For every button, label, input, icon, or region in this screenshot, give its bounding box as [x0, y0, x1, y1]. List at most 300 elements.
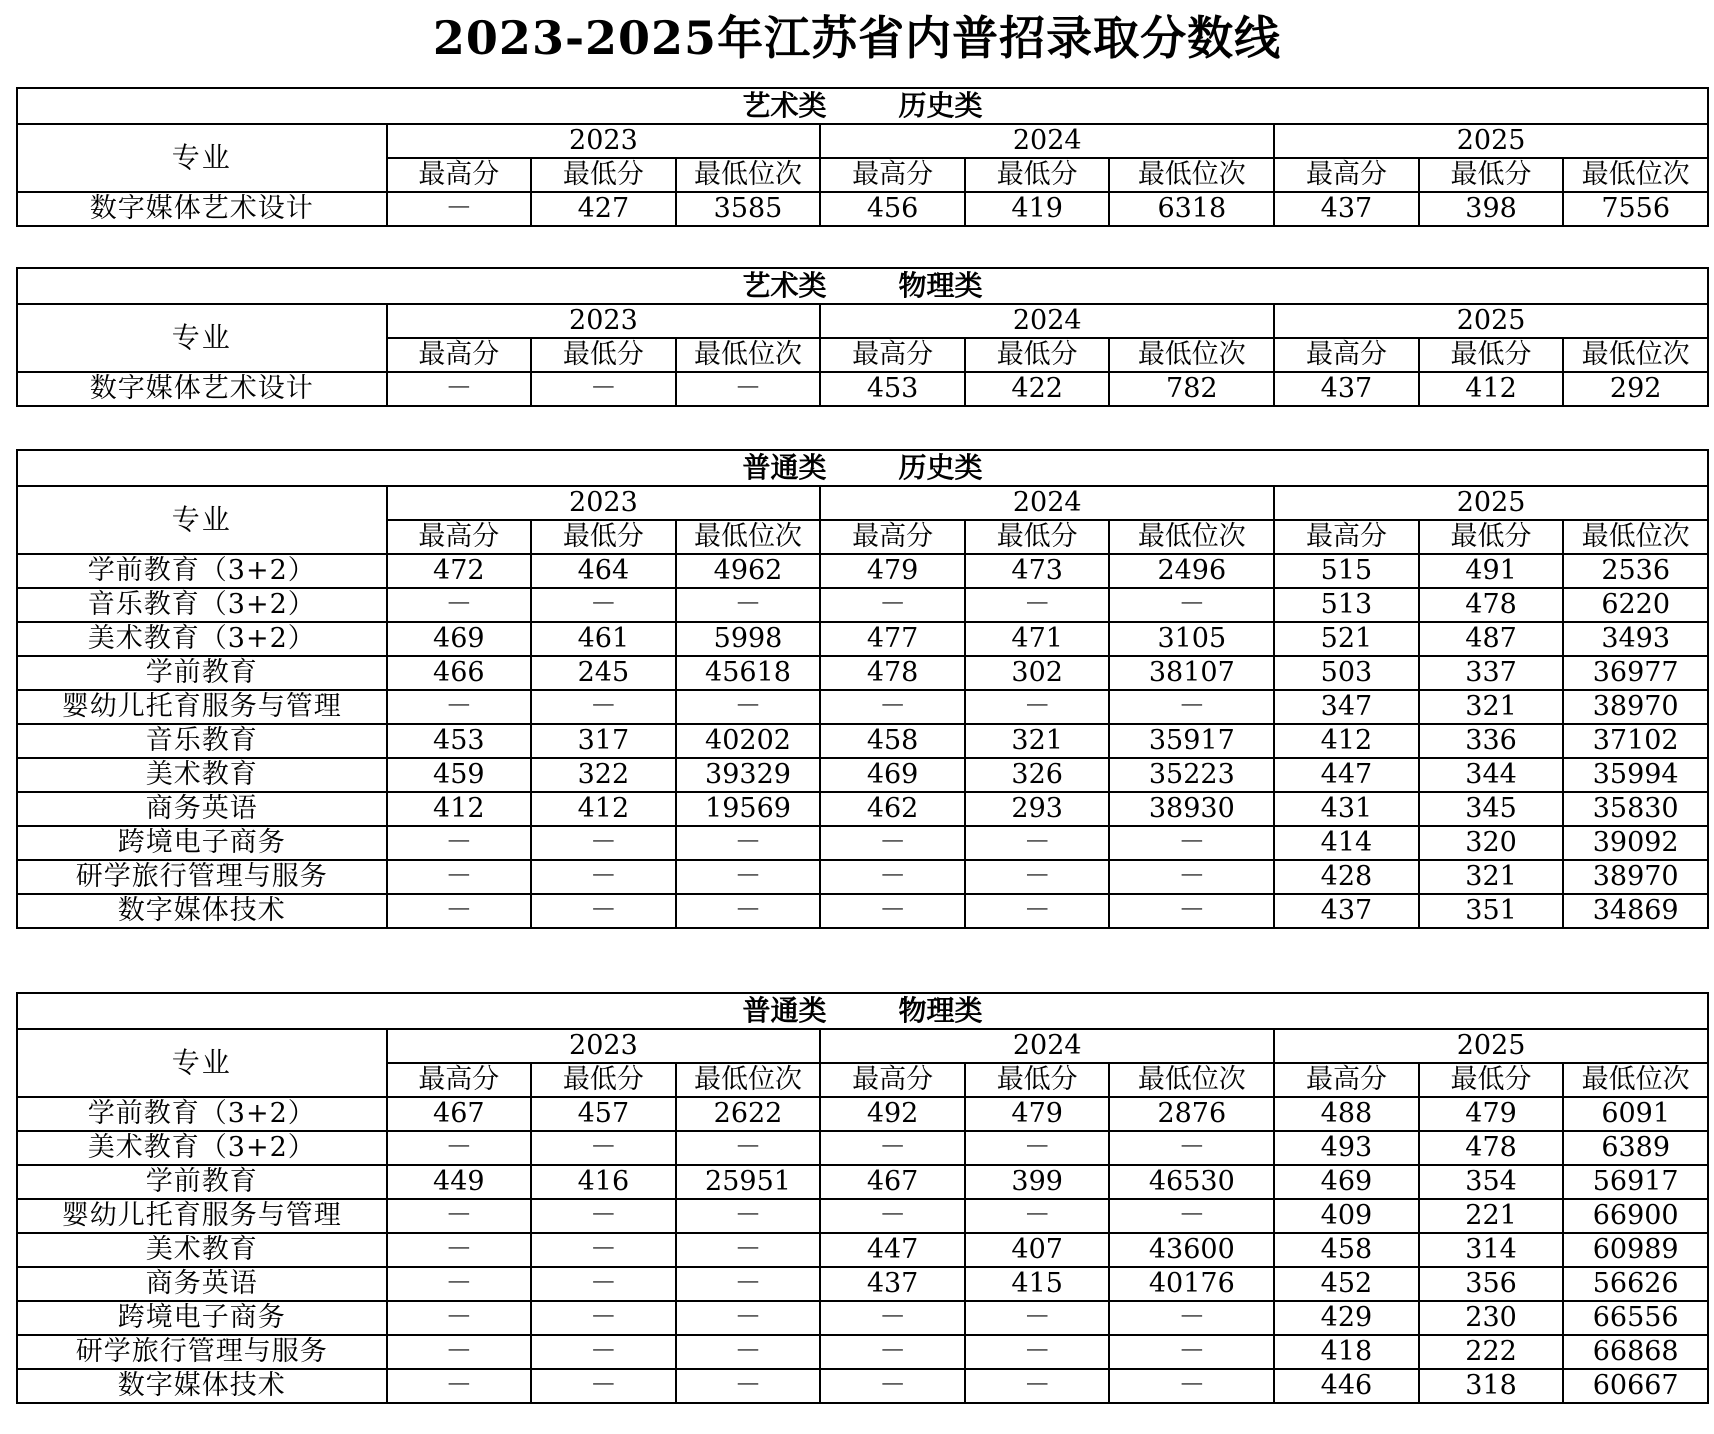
column-header: 最低分 [1419, 338, 1564, 372]
score-cell: － [965, 826, 1110, 860]
table-row [17, 826, 1708, 860]
score-cell: 314 [1419, 1233, 1564, 1267]
score-cell: 292 [1563, 372, 1708, 406]
score-cell: 56626 [1563, 1267, 1708, 1301]
score-cell: 453 [387, 724, 532, 758]
score-cell: 459 [387, 758, 532, 792]
score-cell: 521 [1274, 622, 1419, 656]
score-cell: 461 [531, 622, 676, 656]
score-cell: 302 [965, 656, 1110, 690]
score-cell: 337 [1419, 656, 1564, 690]
score-cell: 446 [1274, 1369, 1419, 1403]
score-cell: 464 [531, 554, 676, 588]
column-header: 最低位次 [1109, 158, 1274, 192]
score-cell: 56917 [1563, 1165, 1708, 1199]
score-cell: 322 [531, 758, 676, 792]
score-cell: 66900 [1563, 1199, 1708, 1233]
score-cell: 437 [1274, 192, 1419, 226]
score-table [16, 449, 1709, 929]
score-cell: 40202 [676, 724, 821, 758]
score-cell: － [820, 1301, 965, 1335]
score-cell: 458 [1274, 1233, 1419, 1267]
year-header: 2024 [820, 486, 1274, 520]
score-cell: 34869 [1563, 894, 1708, 928]
score-cell: 412 [531, 792, 676, 826]
major-name: 研学旅行管理与服务 [17, 860, 387, 894]
table-row [17, 758, 1708, 792]
score-cell: 492 [820, 1097, 965, 1131]
table-row [17, 372, 1708, 406]
table-row [17, 690, 1708, 724]
major-name: 跨境电子商务 [17, 826, 387, 860]
score-cell: － [965, 860, 1110, 894]
score-cell: 457 [531, 1097, 676, 1131]
score-cell: 351 [1419, 894, 1564, 928]
score-cell: － [387, 860, 532, 894]
column-header: 最低分 [965, 520, 1110, 554]
score-cell: 458 [820, 724, 965, 758]
column-header: 最低位次 [1109, 520, 1274, 554]
score-cell: 3585 [676, 192, 821, 226]
table-row [17, 894, 1708, 928]
score-cell: 326 [965, 758, 1110, 792]
score-cell: 345 [1419, 792, 1564, 826]
score-cell: 66556 [1563, 1301, 1708, 1335]
score-cell: 416 [531, 1165, 676, 1199]
table-row [17, 860, 1708, 894]
score-cell: 472 [387, 554, 532, 588]
column-header: 最低分 [531, 520, 676, 554]
score-cell: 2496 [1109, 554, 1274, 588]
column-header: 最低位次 [1109, 1063, 1274, 1097]
score-cell: 344 [1419, 758, 1564, 792]
score-cell: 487 [1419, 622, 1564, 656]
score-cell: － [1109, 826, 1274, 860]
score-cell: 321 [965, 724, 1110, 758]
score-cell: 477 [820, 622, 965, 656]
major-name: 学前教育（3+2） [17, 554, 387, 588]
score-cell: 491 [1419, 554, 1564, 588]
major-column-header: 专业 [17, 124, 387, 192]
score-cell: 437 [1274, 894, 1419, 928]
score-cell: 782 [1109, 372, 1274, 406]
column-header: 最低位次 [1563, 1063, 1708, 1097]
table-caption [17, 450, 1708, 486]
column-header: 最低分 [531, 338, 676, 372]
column-header: 最高分 [1274, 520, 1419, 554]
score-cell: 6220 [1563, 588, 1708, 622]
score-cell: － [820, 826, 965, 860]
score-cell: － [387, 1335, 532, 1369]
score-cell: － [965, 690, 1110, 724]
column-header: 最高分 [1274, 338, 1419, 372]
year-header: 2023 [387, 486, 821, 520]
table-row [17, 588, 1708, 622]
score-cell: － [820, 1131, 965, 1165]
table-caption [17, 88, 1708, 124]
column-header: 最低位次 [1109, 338, 1274, 372]
column-header: 最高分 [820, 338, 965, 372]
year-header: 2025 [1274, 486, 1708, 520]
score-cell: 318 [1419, 1369, 1564, 1403]
score-cell: － [387, 1369, 532, 1403]
score-cell: 40176 [1109, 1267, 1274, 1301]
page-title: 2023-2025年江苏省内普招录取分数线 [432, 11, 1282, 65]
score-cell: 466 [387, 656, 532, 690]
table-row [17, 1335, 1708, 1369]
year-header: 2025 [1274, 1029, 1708, 1063]
major-name: 数字媒体艺术设计 [17, 372, 387, 406]
column-header: 最低分 [965, 1063, 1110, 1097]
score-cell: 428 [1274, 860, 1419, 894]
score-cell: － [387, 1199, 532, 1233]
score-cell: － [965, 1335, 1110, 1369]
score-cell: 456 [820, 192, 965, 226]
column-header: 最低位次 [1563, 338, 1708, 372]
subject-label: 历史类 [898, 89, 983, 122]
table-row [17, 1233, 1708, 1267]
score-cell: － [676, 860, 821, 894]
column-header: 最低分 [531, 1063, 676, 1097]
year-header: 2024 [820, 304, 1274, 338]
score-cell: 43600 [1109, 1233, 1274, 1267]
score-cell: － [531, 1267, 676, 1301]
score-cell: － [676, 1199, 821, 1233]
score-cell: 25951 [676, 1165, 821, 1199]
score-cell: 39092 [1563, 826, 1708, 860]
score-cell: － [676, 826, 821, 860]
score-cell: 407 [965, 1233, 1110, 1267]
category-label: 普通类 [742, 994, 827, 1027]
table-caption [17, 993, 1708, 1029]
score-cell: 415 [965, 1267, 1110, 1301]
major-name: 音乐教育（3+2） [17, 588, 387, 622]
column-header: 最高分 [387, 338, 532, 372]
score-cell: － [531, 860, 676, 894]
column-header: 最低分 [1419, 1063, 1564, 1097]
year-header: 2024 [820, 1029, 1274, 1063]
subject-label: 物理类 [898, 269, 983, 302]
score-cell: 38107 [1109, 656, 1274, 690]
score-cell: － [820, 1369, 965, 1403]
score-cell: 409 [1274, 1199, 1419, 1233]
score-cell: 66868 [1563, 1335, 1708, 1369]
score-cell: － [676, 1267, 821, 1301]
score-cell: － [1109, 1335, 1274, 1369]
score-cell: － [387, 1301, 532, 1335]
score-cell: － [820, 1335, 965, 1369]
score-cell: 336 [1419, 724, 1564, 758]
score-cell: － [387, 894, 532, 928]
score-cell: 6318 [1109, 192, 1274, 226]
major-column-header: 专业 [17, 304, 387, 372]
table-row [17, 1165, 1708, 1199]
score-cell: － [676, 1301, 821, 1335]
score-cell: 6091 [1563, 1097, 1708, 1131]
score-cell: － [676, 690, 821, 724]
score-cell: 356 [1419, 1267, 1564, 1301]
table-caption [17, 268, 1708, 304]
major-name: 跨境电子商务 [17, 1301, 387, 1335]
score-cell: － [676, 588, 821, 622]
table-row [17, 554, 1708, 588]
score-cell: － [1109, 860, 1274, 894]
score-cell: 412 [1274, 724, 1419, 758]
table-row [17, 1097, 1708, 1131]
column-header: 最低位次 [1563, 158, 1708, 192]
score-cell: 447 [820, 1233, 965, 1267]
score-cell: 479 [820, 554, 965, 588]
subject-label: 历史类 [898, 451, 983, 484]
major-name: 学前教育 [17, 1165, 387, 1199]
score-cell: 469 [820, 758, 965, 792]
score-cell: 39329 [676, 758, 821, 792]
category-label: 普通类 [742, 451, 827, 484]
score-cell: 321 [1419, 860, 1564, 894]
major-name: 数字媒体技术 [17, 1369, 387, 1403]
major-name: 美术教育 [17, 758, 387, 792]
score-cell: － [965, 1131, 1110, 1165]
score-cell: 452 [1274, 1267, 1419, 1301]
score-cell: － [531, 1233, 676, 1267]
score-cell: 478 [1419, 1131, 1564, 1165]
score-cell: 462 [820, 792, 965, 826]
score-cell: 35917 [1109, 724, 1274, 758]
column-header: 最低位次 [676, 520, 821, 554]
score-cell: － [531, 372, 676, 406]
score-cell: 5998 [676, 622, 821, 656]
column-header: 最高分 [387, 158, 532, 192]
major-column-header: 专业 [17, 486, 387, 554]
score-cell: － [531, 690, 676, 724]
score-cell: 449 [387, 1165, 532, 1199]
score-cell: 60989 [1563, 1233, 1708, 1267]
score-cell: 469 [387, 622, 532, 656]
score-table [16, 267, 1709, 407]
score-cell: 473 [965, 554, 1110, 588]
score-cell: － [1109, 1301, 1274, 1335]
table-row [17, 192, 1708, 226]
column-header: 最低分 [965, 158, 1110, 192]
category-label: 艺术类 [742, 269, 827, 302]
column-header: 最高分 [387, 520, 532, 554]
score-cell: － [531, 588, 676, 622]
table-row [17, 724, 1708, 758]
score-cell: － [387, 1267, 532, 1301]
score-cell: 471 [965, 622, 1110, 656]
score-cell: － [676, 894, 821, 928]
score-cell: 37102 [1563, 724, 1708, 758]
score-cell: 479 [965, 1097, 1110, 1131]
score-table [16, 992, 1709, 1404]
score-cell: － [531, 1131, 676, 1165]
score-cell: － [531, 1369, 676, 1403]
year-header: 2023 [387, 304, 821, 338]
score-cell: － [820, 588, 965, 622]
score-cell: 488 [1274, 1097, 1419, 1131]
score-cell: 447 [1274, 758, 1419, 792]
major-name: 商务英语 [17, 792, 387, 826]
column-header: 最低分 [1419, 158, 1564, 192]
score-cell: 478 [820, 656, 965, 690]
score-cell: － [387, 588, 532, 622]
score-cell: 35830 [1563, 792, 1708, 826]
score-cell: － [676, 1233, 821, 1267]
score-table [16, 87, 1709, 227]
score-cell: 478 [1419, 588, 1564, 622]
score-cell: 469 [1274, 1165, 1419, 1199]
column-header: 最高分 [1274, 1063, 1419, 1097]
score-cell: 6389 [1563, 1131, 1708, 1165]
score-cell: 347 [1274, 690, 1419, 724]
score-cell: 45618 [676, 656, 821, 690]
year-header: 2025 [1274, 304, 1708, 338]
major-name: 学前教育（3+2） [17, 1097, 387, 1131]
major-name: 数字媒体技术 [17, 894, 387, 928]
score-cell: － [387, 690, 532, 724]
score-cell: 320 [1419, 826, 1564, 860]
score-cell: 3105 [1109, 622, 1274, 656]
score-cell: 493 [1274, 1131, 1419, 1165]
table-row [17, 1369, 1708, 1403]
column-header: 最低分 [531, 158, 676, 192]
major-column-header: 专业 [17, 1029, 387, 1097]
score-cell: 38930 [1109, 792, 1274, 826]
column-header: 最低分 [1419, 520, 1564, 554]
score-cell: 467 [387, 1097, 532, 1131]
score-cell: － [676, 1131, 821, 1165]
column-header: 最高分 [820, 520, 965, 554]
score-cell: － [965, 894, 1110, 928]
score-cell: 36977 [1563, 656, 1708, 690]
score-cell: 398 [1419, 192, 1564, 226]
score-cell: － [531, 1301, 676, 1335]
score-cell: 7556 [1563, 192, 1708, 226]
score-cell: － [965, 1301, 1110, 1335]
score-cell: 2622 [676, 1097, 821, 1131]
score-cell: 427 [531, 192, 676, 226]
score-cell: 222 [1419, 1335, 1564, 1369]
score-cell: 3493 [1563, 622, 1708, 656]
score-cell: － [1109, 1369, 1274, 1403]
score-cell: 437 [1274, 372, 1419, 406]
score-cell: 503 [1274, 656, 1419, 690]
score-cell: － [676, 1369, 821, 1403]
score-cell: 60667 [1563, 1369, 1708, 1403]
column-header: 最低位次 [1563, 520, 1708, 554]
score-cell: 19569 [676, 792, 821, 826]
major-name: 美术教育（3+2） [17, 622, 387, 656]
major-name: 美术教育 [17, 1233, 387, 1267]
score-cell: － [820, 1199, 965, 1233]
table-row [17, 656, 1708, 690]
score-cell: 418 [1274, 1335, 1419, 1369]
score-cell: 422 [965, 372, 1110, 406]
score-cell: 479 [1419, 1097, 1564, 1131]
table-row [17, 1131, 1708, 1165]
score-cell: 38970 [1563, 860, 1708, 894]
score-cell: － [387, 192, 532, 226]
score-cell: 230 [1419, 1301, 1564, 1335]
column-header: 最高分 [1274, 158, 1419, 192]
score-cell: － [1109, 588, 1274, 622]
score-cell: － [1109, 1199, 1274, 1233]
score-cell: 4962 [676, 554, 821, 588]
major-name: 婴幼儿托育服务与管理 [17, 690, 387, 724]
year-header: 2023 [387, 1029, 821, 1063]
column-header: 最高分 [820, 1063, 965, 1097]
score-cell: 515 [1274, 554, 1419, 588]
table-row [17, 792, 1708, 826]
score-cell: 245 [531, 656, 676, 690]
year-header: 2025 [1274, 124, 1708, 158]
table-row [17, 1267, 1708, 1301]
score-cell: － [965, 1199, 1110, 1233]
score-cell: － [820, 894, 965, 928]
column-header: 最高分 [820, 158, 965, 192]
score-cell: － [1109, 1131, 1274, 1165]
score-cell: 412 [387, 792, 532, 826]
score-cell: － [820, 860, 965, 894]
table-row [17, 1301, 1708, 1335]
score-cell: － [531, 826, 676, 860]
score-cell: 429 [1274, 1301, 1419, 1335]
year-header: 2024 [820, 124, 1274, 158]
score-cell: 414 [1274, 826, 1419, 860]
score-cell: 321 [1419, 690, 1564, 724]
year-header: 2023 [387, 124, 821, 158]
score-cell: － [965, 588, 1110, 622]
table-row [17, 622, 1708, 656]
column-header: 最低位次 [676, 1063, 821, 1097]
score-cell: 35994 [1563, 758, 1708, 792]
score-cell: 437 [820, 1267, 965, 1301]
score-cell: 513 [1274, 588, 1419, 622]
score-cell: 399 [965, 1165, 1110, 1199]
score-cell: － [387, 826, 532, 860]
score-cell: － [387, 1233, 532, 1267]
score-cell: － [531, 1335, 676, 1369]
column-header: 最低分 [965, 338, 1110, 372]
score-cell: 293 [965, 792, 1110, 826]
score-cell: － [676, 372, 821, 406]
column-header: 最低位次 [676, 338, 821, 372]
column-header: 最低位次 [676, 158, 821, 192]
subject-label: 物理类 [898, 994, 983, 1027]
score-cell: 2876 [1109, 1097, 1274, 1131]
score-cell: 317 [531, 724, 676, 758]
score-cell: － [1109, 894, 1274, 928]
score-cell: 35223 [1109, 758, 1274, 792]
score-cell: － [531, 1199, 676, 1233]
major-name: 商务英语 [17, 1267, 387, 1301]
major-name: 研学旅行管理与服务 [17, 1335, 387, 1369]
category-label: 艺术类 [742, 89, 827, 122]
score-cell: 221 [1419, 1199, 1564, 1233]
score-cell: 2536 [1563, 554, 1708, 588]
score-cell: 354 [1419, 1165, 1564, 1199]
score-cell: 412 [1419, 372, 1564, 406]
score-cell: 46530 [1109, 1165, 1274, 1199]
score-cell: － [676, 1335, 821, 1369]
score-cell: － [820, 690, 965, 724]
score-cell: 419 [965, 192, 1110, 226]
table-row [17, 1199, 1708, 1233]
major-name: 美术教育（3+2） [17, 1131, 387, 1165]
score-cell: － [387, 372, 532, 406]
major-name: 学前教育 [17, 656, 387, 690]
major-name: 数字媒体艺术设计 [17, 192, 387, 226]
